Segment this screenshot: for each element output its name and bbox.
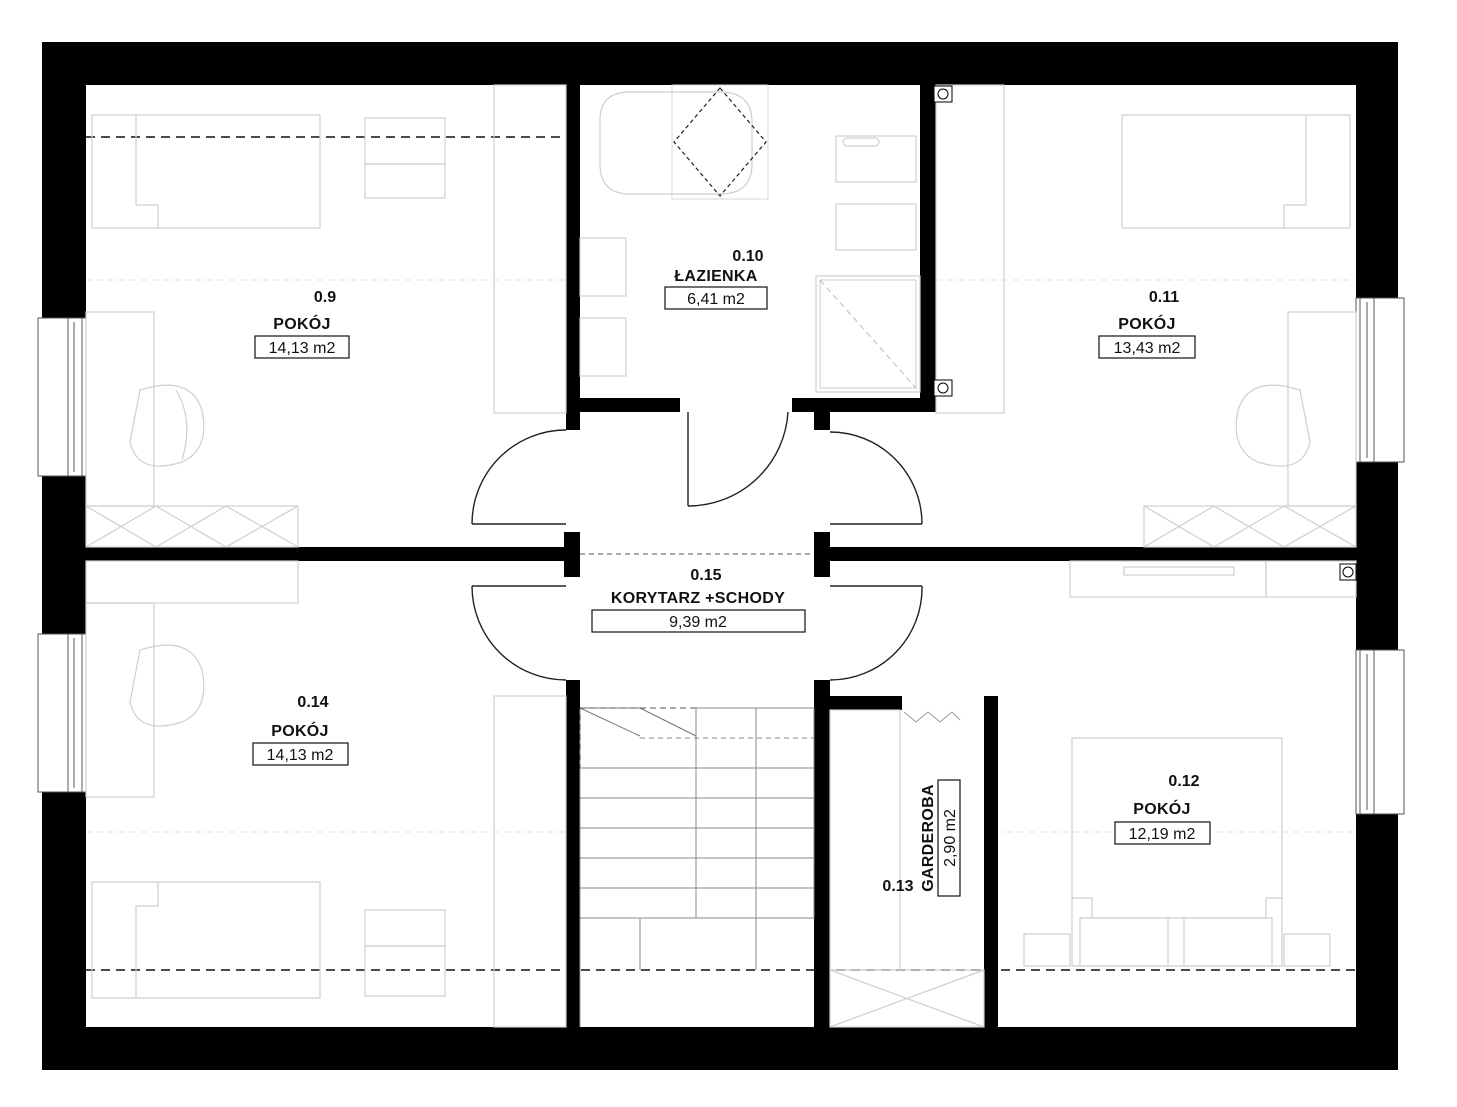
room-label-0-9 — [255, 289, 349, 358]
room-name: POKÓJ — [273, 316, 331, 333]
room-area: 9,39 m2 — [669, 614, 727, 631]
room-label-0-15 — [592, 567, 805, 632]
room-number: 0.12 — [1168, 773, 1200, 790]
interior-walls — [86, 85, 1356, 1027]
room-number: 0.11 — [1148, 289, 1180, 306]
room-name: POKÓJ — [1118, 316, 1176, 333]
room-label-0-13 — [882, 780, 960, 896]
room-name: GARDEROBA — [920, 784, 937, 892]
room-area: 2,90 m2 — [942, 809, 959, 867]
room-label-0-14 — [253, 694, 348, 765]
room-label-0-10 — [665, 248, 767, 309]
room-name: ŁAZIENKA — [674, 268, 758, 285]
room-number: 0.9 — [313, 289, 337, 306]
room-name: KORYTARZ +SCHODY — [610, 590, 786, 607]
room-number: 0.10 — [732, 248, 764, 265]
room-area: 14,13 m2 — [266, 747, 334, 764]
room-name: POKÓJ — [271, 723, 329, 740]
room-number: 0.15 — [690, 567, 722, 584]
room-label-0-11 — [1099, 289, 1195, 358]
room-area: 6,41 m2 — [687, 291, 745, 308]
room-area: 13,43 m2 — [1113, 340, 1181, 357]
room-number: 0.14 — [297, 694, 329, 711]
room-area: 14,13 m2 — [268, 340, 336, 357]
room-name: POKÓJ — [1133, 801, 1191, 818]
room-label-0-12 — [1115, 773, 1210, 844]
room-number: 0.13 — [882, 878, 914, 895]
stairs — [580, 708, 814, 1027]
room-area: 12,19 m2 — [1128, 826, 1196, 843]
